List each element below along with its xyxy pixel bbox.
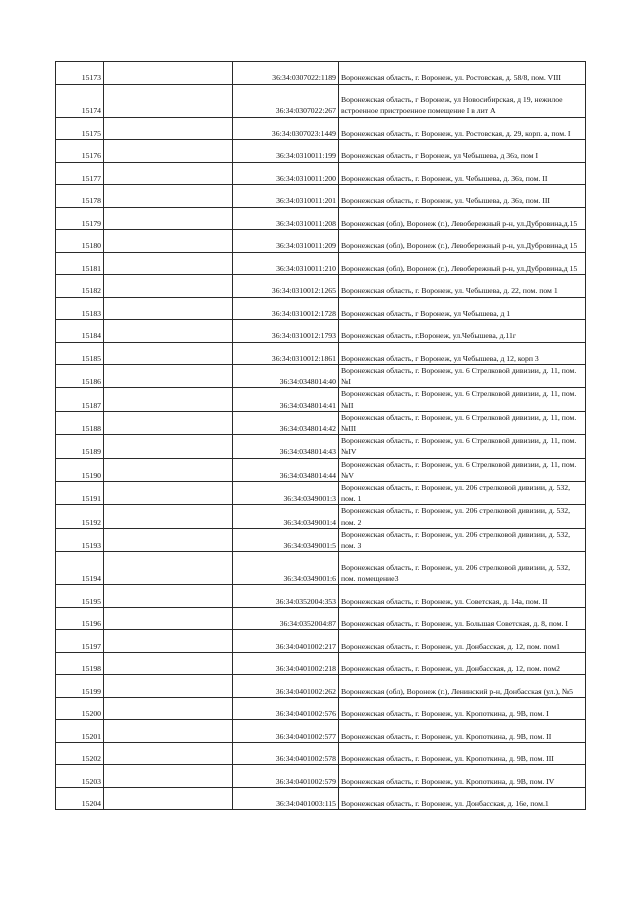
empty-cell	[104, 411, 233, 434]
address: Воронежская область, г Воронеж, ул Чебышева, д 36з, пом I	[339, 140, 586, 163]
cadastral-number: 36:34:0401002:578	[233, 742, 339, 765]
empty-cell	[104, 207, 233, 230]
address: Воронежская (обл), Воронеж (г.), Левобережный р-н, ул.Дубровина,д.15	[339, 207, 586, 230]
table-row	[56, 675, 586, 698]
cadastral-number: 36:34:0349001:3	[233, 482, 339, 505]
table-row	[56, 365, 586, 388]
row-number: 15179	[56, 207, 104, 230]
table-row	[56, 552, 586, 585]
empty-cell	[104, 742, 233, 765]
empty-cell	[104, 320, 233, 343]
empty-cell	[104, 342, 233, 365]
empty-cell	[104, 230, 233, 253]
address: Воронежская область, г. Воронеж, ул. 6 Стрелковой дивизии, д. 11, пом. №IV	[339, 435, 586, 458]
row-number: 15190	[56, 458, 104, 481]
row-number: 15198	[56, 652, 104, 675]
cadastral-number: 36:34:0349001:6	[233, 552, 339, 585]
cadastral-number: 36:34:0310012:1793	[233, 320, 339, 343]
row-number: 15189	[56, 435, 104, 458]
table-row	[56, 765, 586, 788]
cadastral-number: 36:34:0349001:4	[233, 505, 339, 528]
table-row	[56, 207, 586, 230]
row-number: 15174	[56, 84, 104, 117]
address: Воронежская область, г. Воронеж, ул. Донбасская, д. 16е, пом.1	[339, 787, 586, 810]
empty-cell	[104, 482, 233, 505]
row-number: 15173	[56, 62, 104, 85]
register-body	[56, 62, 586, 810]
table-row	[56, 458, 586, 481]
address: Воронежская область, г. Воронеж, ул. Донбасская, д. 12, пом. пом1	[339, 630, 586, 653]
address: Воронежская (обл), Воронеж (г.), Левобережный р-н, ул.Дубровина,д 15	[339, 252, 586, 275]
row-number: 15185	[56, 342, 104, 365]
address: Воронежская (обл), Воронеж (г.), Ленинский р-н, Донбасская (ул.), №5	[339, 675, 586, 698]
cadastral-number: 36:34:0310011:199	[233, 140, 339, 163]
row-number: 15194	[56, 552, 104, 585]
table-row	[56, 505, 586, 528]
table-row	[56, 607, 586, 630]
table-row	[56, 630, 586, 653]
table-row	[56, 185, 586, 208]
table-row	[56, 720, 586, 743]
address: Воронежская область, г. Воронеж, ул. Советская, д. 14а, пом. II	[339, 585, 586, 608]
address: Воронежская область, г Воронеж, ул Чебышева, д 1	[339, 297, 586, 320]
empty-cell	[104, 630, 233, 653]
row-number: 15202	[56, 742, 104, 765]
empty-cell	[104, 162, 233, 185]
address: Воронежская область, г. Воронеж, ул. Кропоткина, д. 9В, пом. I	[339, 697, 586, 720]
cadastral-number: 36:34:0310012:1265	[233, 275, 339, 298]
row-number: 15175	[56, 117, 104, 140]
cadastral-number: 36:34:0401002:262	[233, 675, 339, 698]
cadastral-number: 36:34:0401002:577	[233, 720, 339, 743]
cadastral-number: 36:34:0401002:579	[233, 765, 339, 788]
empty-cell	[104, 787, 233, 810]
table-row	[56, 742, 586, 765]
empty-cell	[104, 552, 233, 585]
empty-cell	[104, 388, 233, 411]
address: Воронежская область, г. Воронеж, ул. Большая Советская, д. 8, пом. I	[339, 607, 586, 630]
table-row	[56, 230, 586, 253]
address: Воронежская область, г. Воронеж, ул. Донбасская, д. 12, пом. пом2	[339, 652, 586, 675]
row-number: 15182	[56, 275, 104, 298]
row-number: 15197	[56, 630, 104, 653]
row-number: 15177	[56, 162, 104, 185]
table-row	[56, 435, 586, 458]
cadastral-number: 36:34:0310012:1861	[233, 342, 339, 365]
address: Воронежская область, г. Воронеж, ул. 206 стрелковой дивизии, д. 532, пом. помещение3	[339, 552, 586, 585]
cadastral-number: 36:34:0310011:201	[233, 185, 339, 208]
address: Воронежская (обл), Воронеж (г.), Левобережный р-н, ул.Дубровина,д 15	[339, 230, 586, 253]
empty-cell	[104, 297, 233, 320]
row-number: 15178	[56, 185, 104, 208]
cadastral-number: 36:34:0307022:1189	[233, 62, 339, 85]
address: Воронежская область, г. Воронеж, ул. Чебышева, д. 36з, пом. II	[339, 162, 586, 185]
table-row	[56, 297, 586, 320]
cadastral-number: 36:34:0401003:115	[233, 787, 339, 810]
cadastral-number: 36:34:0352004:87	[233, 607, 339, 630]
cadastral-number: 36:34:0348014:40	[233, 365, 339, 388]
empty-cell	[104, 365, 233, 388]
empty-cell	[104, 585, 233, 608]
row-number: 15201	[56, 720, 104, 743]
table-row	[56, 697, 586, 720]
address: Воронежская область, г. Воронеж, ул. 6 Стрелковой дивизии, д. 11, пом. №II	[339, 388, 586, 411]
address: Воронежская область, г.Воронеж, ул.Чебышева, д.11г	[339, 320, 586, 343]
address: Воронежская область, г. Воронеж, ул. Кропоткина, д. 9В, пом. III	[339, 742, 586, 765]
cadastral-number: 36:34:0307023:1449	[233, 117, 339, 140]
table-row	[56, 162, 586, 185]
table-row	[56, 320, 586, 343]
table-row	[56, 787, 586, 810]
table-row	[56, 84, 586, 117]
row-number: 15195	[56, 585, 104, 608]
cadastral-number: 36:34:0348014:44	[233, 458, 339, 481]
cadastral-number: 36:34:0310011:210	[233, 252, 339, 275]
empty-cell	[104, 458, 233, 481]
empty-cell	[104, 140, 233, 163]
empty-cell	[104, 435, 233, 458]
empty-cell	[104, 652, 233, 675]
address: Воронежская область, г. Воронеж, ул. Ростовская, д. 58/8, пом. VIII	[339, 62, 586, 85]
cadastral-number: 36:34:0310012:1728	[233, 297, 339, 320]
empty-cell	[104, 765, 233, 788]
cadastral-number: 36:34:0310011:208	[233, 207, 339, 230]
table-row	[56, 275, 586, 298]
empty-cell	[104, 84, 233, 117]
table-row	[56, 388, 586, 411]
table-row	[56, 62, 586, 85]
row-number: 15184	[56, 320, 104, 343]
empty-cell	[104, 607, 233, 630]
row-number: 15199	[56, 675, 104, 698]
table-row	[56, 528, 586, 551]
property-register-table	[55, 61, 586, 810]
address: Воронежская область, г. Воронеж, ул. 6 Стрелковой дивизии, д. 11, пом. №V	[339, 458, 586, 481]
table-row	[56, 342, 586, 365]
row-number: 15188	[56, 411, 104, 434]
row-number: 15181	[56, 252, 104, 275]
empty-cell	[104, 252, 233, 275]
address: Воронежская область, г. Воронеж, ул. 6 Стрелковой дивизии, д. 11, пом. №I	[339, 365, 586, 388]
row-number: 15203	[56, 765, 104, 788]
cadastral-number: 36:34:0348014:42	[233, 411, 339, 434]
cadastral-number: 36:34:0401002:217	[233, 630, 339, 653]
empty-cell	[104, 117, 233, 140]
empty-cell	[104, 697, 233, 720]
cadastral-number: 36:34:0307022:267	[233, 84, 339, 117]
address: Воронежская область, г. Воронеж, ул. Ростовская, д. 29, корп. а, пом. I	[339, 117, 586, 140]
row-number: 15191	[56, 482, 104, 505]
cadastral-number: 36:34:0401002:576	[233, 697, 339, 720]
cadastral-number: 36:34:0348014:41	[233, 388, 339, 411]
row-number: 15196	[56, 607, 104, 630]
empty-cell	[104, 185, 233, 208]
empty-cell	[104, 275, 233, 298]
empty-cell	[104, 62, 233, 85]
table-row	[56, 117, 586, 140]
cadastral-number: 36:34:0310011:209	[233, 230, 339, 253]
cadastral-number: 36:34:0348014:43	[233, 435, 339, 458]
table-row	[56, 140, 586, 163]
empty-cell	[104, 528, 233, 551]
row-number: 15204	[56, 787, 104, 810]
table-row	[56, 585, 586, 608]
table-row	[56, 652, 586, 675]
address: Воронежская область, г Воронеж, ул Чебышева, д 12, корп 3	[339, 342, 586, 365]
address: Воронежская область, г. Воронеж, ул. 206 стрелковой дивизии, д. 532, пом. 2	[339, 505, 586, 528]
row-number: 15192	[56, 505, 104, 528]
cadastral-number: 36:34:0352004:353	[233, 585, 339, 608]
address: Воронежская область, г. Воронеж, ул. 6 Стрелковой дивизии, д. 11, пом. №III	[339, 411, 586, 434]
row-number: 15186	[56, 365, 104, 388]
cadastral-number: 36:34:0310011:200	[233, 162, 339, 185]
address: Воронежская область, г Воронеж, ул Новосибирская, д 19, нежилое встроенное пристроенное помещение I в лит А	[339, 84, 586, 117]
empty-cell	[104, 720, 233, 743]
cadastral-number: 36:34:0349001:5	[233, 528, 339, 551]
row-number: 15187	[56, 388, 104, 411]
table-row	[56, 411, 586, 434]
address: Воронежская область, г. Воронеж, ул. 206 стрелковой дивизии, д. 532, пом. 1	[339, 482, 586, 505]
table-row	[56, 482, 586, 505]
address: Воронежская область, г. Воронеж, ул. Чебышева, д. 22, пом. пом 1	[339, 275, 586, 298]
row-number: 15183	[56, 297, 104, 320]
row-number: 15200	[56, 697, 104, 720]
address: Воронежская область, г. Воронеж, ул. Кропоткина, д. 9В, пом. II	[339, 720, 586, 743]
row-number: 15180	[56, 230, 104, 253]
empty-cell	[104, 675, 233, 698]
address: Воронежская область, г. Воронеж, ул. Кропоткина, д. 9В, пом. IV	[339, 765, 586, 788]
address: Воронежская область, г. Воронеж, ул. Чебышева, д. 36з, пом. III	[339, 185, 586, 208]
row-number: 15193	[56, 528, 104, 551]
empty-cell	[104, 505, 233, 528]
table-row	[56, 252, 586, 275]
address: Воронежская область, г. Воронеж, ул. 206 стрелковой дивизии, д. 532, пом. 3	[339, 528, 586, 551]
row-number: 15176	[56, 140, 104, 163]
cadastral-number: 36:34:0401002:218	[233, 652, 339, 675]
